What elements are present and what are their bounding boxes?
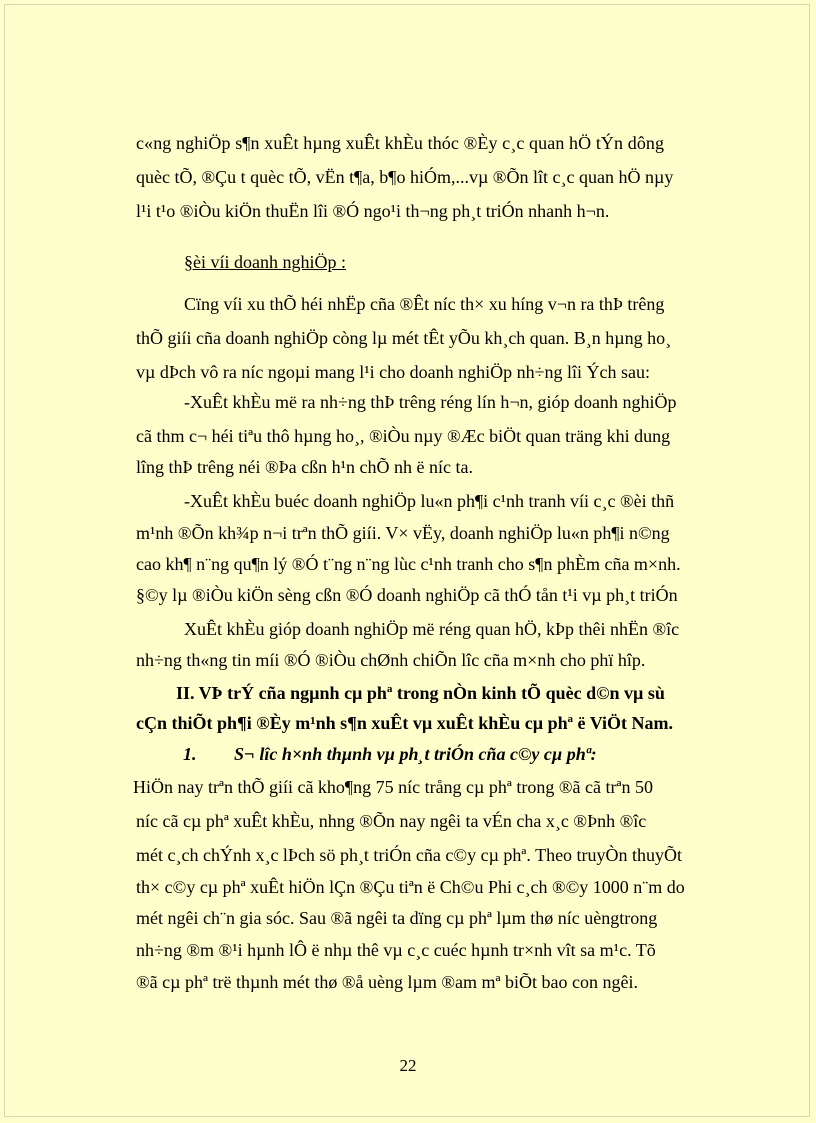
subsection-number: 1. (183, 744, 197, 764)
chapter-heading: cÇn thiÕt ph¶i ®Èy m¹nh s¶n xuÊt vµ xuÊt khÈu cµ phª ë ViÖt Nam. (136, 713, 674, 733)
body-text-line: níc cã cµ phª xuÊt khÈu, nhng ®Õn nay ngêi ta vÉn cha x¸c ®Þnh ®îc (136, 811, 647, 831)
body-text-line: Cïng víi xu thÕ héi nhËp cña ®Êt níc th× xu híng v¬n ra thÞ trêng (184, 294, 665, 314)
body-text-line: -XuÊt khÈu buéc doanh nghiÖp lu«n ph¶i c¹nh tranh víi c¸c ®èi thñ (184, 491, 675, 511)
body-text-line: -XuÊt khÈu më ra nh÷ng thÞ trêng réng lín h¬n, gióp doanh nghiÖp (184, 392, 677, 412)
body-text-line: l¹i t¹o ®iÒu kiÖn thuËn lîi ®Ó ngo¹i th¬ng ph¸t triÓn nhanh h¬n. (136, 201, 610, 221)
body-text-line: m¹nh ®Õn kh¾p n¬i trªn thÕ giíi. V× vËy, doanh nghiÖp lu«n ph¶i n©ng (136, 523, 670, 543)
body-text-line: mét ngêi ch¨n gia sóc. Sau ®ã ngêi ta dïng cµ phª lµm thø níc uèngtrong (136, 908, 658, 928)
body-text-line: mét c¸ch chÝnh x¸c lÞch sö ph¸t triÓn cña c©y cµ phª. Theo truyÒn thuyÕt (136, 845, 683, 865)
body-text-line: HiÖn nay trªn thÕ giíi cã kho¶ng 75 níc trång cµ phª trong ®ã cã trªn 50 (133, 777, 653, 797)
subsection-heading: S¬ lîc h×nh thµnh vµ ph¸t triÓn cña c©y cµ phª: (234, 744, 597, 764)
body-text-line: cã thm c¬ héi tiªu thô hµng ho¸, ®iÒu nµy ®Æc biÖt quan träng khi dung (136, 426, 671, 446)
body-text-line: nh÷ng th«ng tin míi ®Ó ®iÒu chØnh chiÕn lîc cña m×nh cho phï hîp. (136, 650, 646, 670)
body-text-line: quèc tÕ, ®Çu t quèc tÕ, vËn t¶a, b¶o hiÓm,...vµ ®Õn lît c¸c quan hÖ nµy (136, 167, 674, 187)
body-text-line: nh÷ng ®m ®¹i hµnh lÔ ë nhµ thê vµ c¸c cuéc hµnh tr×nh vît sa m¹c. Tõ (136, 940, 656, 960)
body-text-line: §©y lµ ®iÒu kiÖn sèng cßn ®Ó doanh nghiÖp cã thÓ tån t¹i vµ ph¸t triÓn (136, 585, 678, 605)
body-text-line: c«ng nghiÖp s¶n xuÊt hµng xuÊt khÈu thóc ®Èy c¸c quan hÖ tÝn dông (136, 133, 665, 153)
chapter-heading: II. VÞ trÝ cña ngµnh cµ phª trong nÒn kinh tÕ quèc d©n vµ sù (176, 683, 665, 703)
body-text-line: ®ã cµ phª trë thµnh mét thø ®å uèng lµm ®am mª biÕt bao con ngêi. (136, 972, 638, 992)
section-heading: §èi víi doanh nghiÖp : (184, 252, 346, 272)
body-text-line: cao kh¶ n¨ng qu¶n lý ®Ó t¨ng n¨ng lùc c¹nh tranh cho s¶n phÈm cña m×nh. (136, 554, 681, 574)
body-text-line: thÕ giíi cña doanh nghiÖp còng lµ mét tÊt yÕu kh¸ch quan. B¸n hµng ho¸ (136, 328, 672, 348)
body-text-line: lîng thÞ trêng néi ®Þa cßn h¹n chÕ nh ë níc ta. (136, 457, 474, 477)
body-text-line: th× c©y cµ phª xuÊt hiÖn lÇn ®Çu tiªn ë Ch©u Phi c¸ch ®©y 1000 n¨m do (136, 877, 685, 897)
page-number: 22 (399, 1056, 417, 1075)
body-text-line: vµ dÞch vô ra níc ngoµi mang l¹i cho doanh nghiÖp nh÷ng lîi Ých sau: (136, 362, 650, 382)
body-text-line: XuÊt khÈu gióp doanh nghiÖp më réng quan hÖ, kÞp thêi nhËn ®îc (184, 619, 680, 639)
